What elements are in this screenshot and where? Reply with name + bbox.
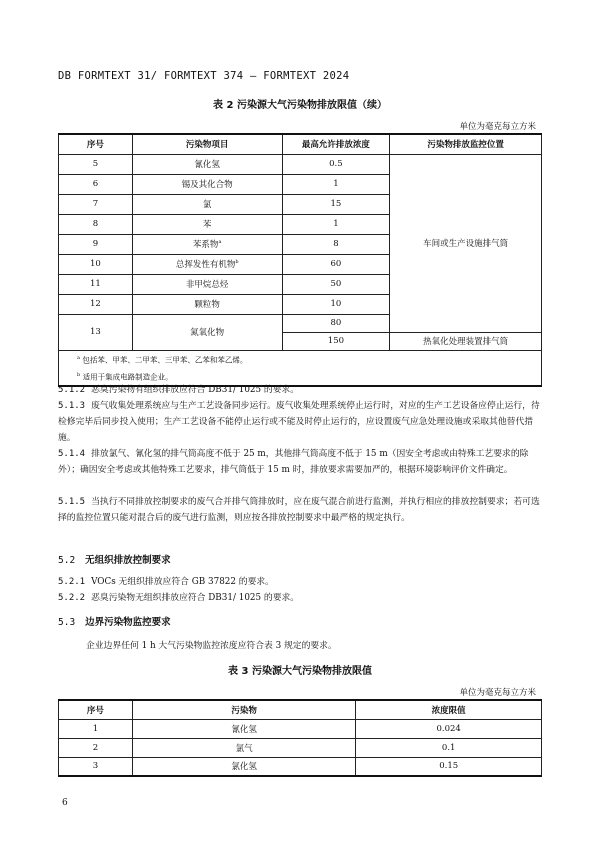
section-5-2-heading: 5.2 无组织排放控制要求 [58,555,171,566]
clause-5-3-text: 企业边界任何 1 h 大气污染物监控浓度应符合表 3 规定的要求。 [86,641,337,651]
table3-unit: 单位为毫克每立方米 [459,688,536,698]
clause-5-1-2: 5.1.2 恶臭污染物有组织排放应符合 DB31/ 1025 的要求。 [58,385,300,395]
table3-title: 表 3 污染源大气污染物排放限值 [228,666,372,677]
table2-note: $^a$ 包括苯、甲苯、二甲苯、三甲苯、乙苯和苯乙烯。 [77,355,248,365]
row-limit: 0.024 [356,719,542,738]
table-row [59,154,542,174]
footnote-mark: a [218,239,222,246]
row-limit: 10 [282,294,390,314]
row-no: 5 [59,154,133,174]
row-limit: 1 [282,174,390,194]
table2-location-thermal: 热氧化处理装置排气筒 [390,332,542,350]
row-no: 9 [59,234,133,254]
table3-header-limit: 浓度限值 [356,700,542,719]
table2-notes [59,350,542,386]
row-item: 总挥发性有机物$^b$ [132,254,282,274]
table2-header-no: 序号 [59,134,133,154]
clause-5-1-3: 5.1.3 废气收集处理系统应与生产工艺设备同步运行。废气收集处理系统停止运行时，对应的生产工艺设备应停止运行，待检修完毕后同步投入使用；生产工艺设备不能停止运行或不能及时停止运行的，应设置废气应急处理设施或采取其他替代措施。 [58,401,540,443]
table3 [58,699,542,777]
row-limit: 0.5 [282,154,390,174]
table2-note: $^b$ 适用于集成电路制造企业。 [77,371,173,382]
clause-5-1-4: 5.1.4 排放氯气、氰化氢的排气筒高度不低于 25 m，其他排气筒高度不低于 15 m（因安全考虑或由特殊工艺要求的除外）；确因安全考虑或其他特殊工艺要求，排气筒低于 15 m 时，排放要求需要加严的，根据环境影响评价文件确定。 [58,449,529,475]
row-no: 3 [59,757,133,776]
row-limit: 50 [282,274,390,294]
row-no: 1 [59,719,133,738]
row-limit: 0.1 [356,738,542,757]
table3-header-item: 污染物 [132,700,356,719]
row-limit: 0.15 [356,757,542,776]
row-no: 12 [59,294,133,314]
clause-5-1-5: 5.1.5 当执行不同排放控制要求的废气合并排气筒排放时，应在废气混合前进行监测，并执行相应的排放控制要求；若可选择的监控位置只能对混合后的废气进行监测，则应按各排放控制要求中最严格的规定执行。 [58,497,540,523]
row-no: 11 [59,274,133,294]
row-item: 苯系物$^a$ [132,234,282,254]
row-no: 8 [59,214,133,234]
row-item: 氮氧化物 [132,314,282,350]
clause-5-2-2: 5.2.2 恶臭污染物无组织排放应符合 DB31/ 1025 的要求。 [58,593,300,603]
table3-header-row [59,700,542,719]
clause-5-2-1: 5.2.1 VOCs 无组织排放应符合 GB 37822 的要求。 [58,577,274,587]
table2-location-main: 车间或生产设施排气筒 [390,154,542,332]
row-no: 13 [59,314,133,350]
row-item: 锡及其化合物 [132,174,282,194]
row-item: 颗粒物 [132,294,282,314]
row-item: 非甲烷总烃 [132,274,282,294]
row-no: 6 [59,174,133,194]
row-no: 10 [59,254,133,274]
table2-title: 表 2 污染源大气污染物排放限值（续） [213,100,387,111]
table2-header-item: 污染物项目 [132,134,282,154]
table2-header-limit: 最高允许排放浓度 [282,134,390,154]
row-no: 7 [59,194,133,214]
row-item: 苯 [132,214,282,234]
table2 [58,133,542,387]
table-row [59,738,542,757]
row-item: 氯 [132,194,282,214]
row-limit: 60 [282,254,390,274]
row-item: 氯气 [132,738,356,757]
row-limit: 8 [282,234,390,254]
table2-unit: 单位为毫克每立方米 [459,122,536,132]
row-item: 氰化氢 [132,719,356,738]
table2-header-row [59,134,542,154]
page-number: 6 [62,798,68,808]
row-limit: 150 [282,332,390,350]
section-5-3-heading: 5.3 边界污染物监控要求 [58,617,171,628]
row-limit: 80 [282,314,390,332]
row-item: 氰化氢 [132,154,282,174]
table-row [59,757,542,776]
row-item: 氯化氢 [132,757,356,776]
table2-header-location: 污染物排放监控位置 [390,134,542,154]
footnote-mark: b [235,259,239,266]
row-limit: 15 [282,194,390,214]
row-limit: 1 [282,214,390,234]
table2-notes-row [59,350,542,386]
table3-header-no: 序号 [59,700,133,719]
row-no: 2 [59,738,133,757]
document-header: DB FORMTEXT 31/ FORMTEXT 374 — FORMTEXT 2024 [58,70,350,82]
table-row [59,719,542,738]
